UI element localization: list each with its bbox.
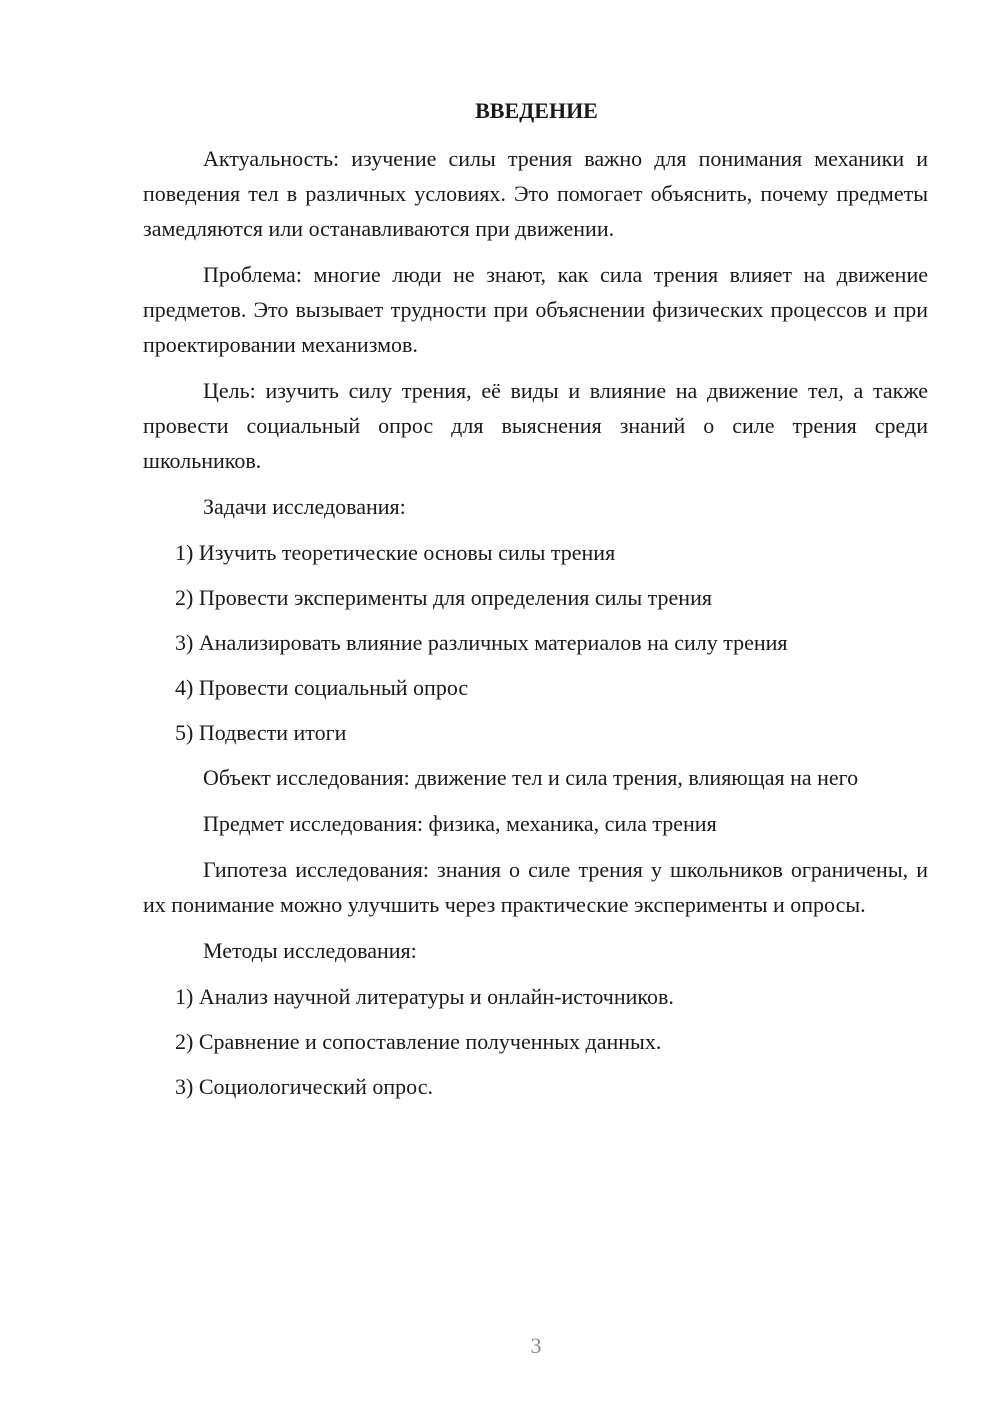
relevance-paragraph: Актуальность: изучение силы трения важно для понимания механики и поведения тел в различных условиях. Это помогает объяснить, почему предметы замедляются или останавливаются при движении.	[143, 146, 928, 241]
list-item: 2) Сравнение и сопоставление полученных данных.	[175, 1029, 662, 1054]
hypothesis-paragraph: Гипотеза исследования: знания о силе трения у школьников ограничены, и их понимание можно улучшить через практические эксперименты и опросы.	[143, 857, 928, 917]
methods-list	[143, 979, 928, 1104]
list-item: 3) Анализировать влияние различных материалов на силу трения	[175, 630, 788, 655]
list-item: 5) Подвести итоги	[175, 720, 347, 745]
list-item: 1) Анализ научной литературы и онлайн-источников.	[175, 984, 674, 1009]
page-title: ВВЕДЕНИЕ	[475, 98, 598, 123]
object-paragraph: Объект исследования: движение тел и сила трения, влияющая на него	[203, 765, 859, 790]
tasks-list	[143, 535, 928, 750]
page-content	[143, 96, 928, 1114]
list-item: 2) Провести эксперименты для определения силы трения	[175, 585, 712, 610]
goal-paragraph: Цель: изучить силу трения, её виды и влияние на движение тел, а также провести социальный опрос для выяснения знаний о силе трения среди школьников.	[143, 378, 928, 473]
list-item: 3) Социологический опрос.	[175, 1074, 433, 1099]
problem-paragraph: Проблема: многие люди не знают, как сила трения влияет на движение предметов. Это вызывает трудности при объяснении физических процессов и при проектировании механизмов.	[143, 262, 928, 357]
list-item: 4) Провести социальный опрос	[175, 675, 469, 700]
page-number: 3	[530, 1333, 542, 1358]
subject-paragraph: Предмет исследования: физика, механика, сила трения	[203, 811, 717, 836]
methods-heading: Методы исследования:	[203, 938, 417, 963]
tasks-heading: Задачи исследования:	[203, 494, 406, 519]
list-item: 1) Изучить теоретические основы силы трения	[175, 540, 616, 565]
